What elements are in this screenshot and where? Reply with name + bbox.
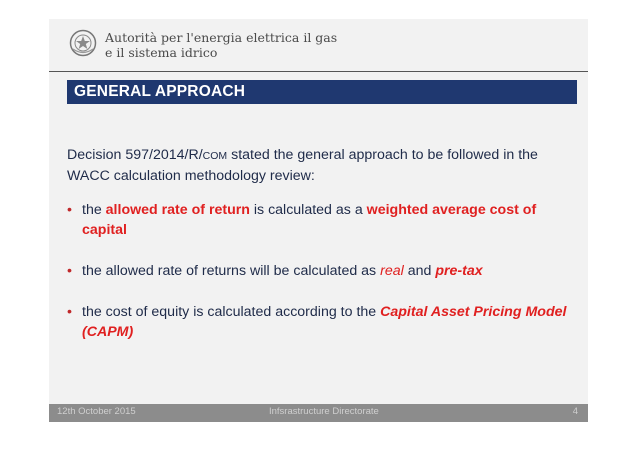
bullet-1-highlight-a: allowed rate of return — [105, 202, 250, 218]
bullet-icon: • — [67, 263, 72, 279]
logo-line-2: e il sistema idrico — [105, 45, 218, 60]
footer-bar — [49, 404, 588, 422]
footer-directorate: Infsrastructure Directorate — [269, 406, 379, 417]
bullet-1-highlight-b: weighted average cost of capital — [82, 202, 537, 238]
page-number: 4 — [572, 406, 578, 417]
bullet-item-capm — [67, 302, 577, 342]
slide-title: GENERAL APPROACH — [74, 83, 246, 100]
slide-body — [67, 145, 577, 363]
bullet-3-text-a: the cost of equity is calculated according to the — [82, 304, 381, 320]
slide — [49, 19, 588, 422]
bullet-2-highlight-a: real — [380, 263, 404, 279]
header-divider — [49, 71, 588, 72]
bullet-icon: • — [67, 202, 72, 218]
bullet-2-text-b: and — [403, 263, 436, 279]
bullet-item-real-pretax — [67, 261, 577, 281]
intro-paragraph — [67, 145, 577, 186]
intro-text-b: stated the general approach to be followed in the WACC calculation methodology review: — [67, 147, 538, 184]
bullet-1-text-b: is calculated as a — [249, 202, 367, 218]
bullet-icon: • — [67, 304, 72, 320]
intro-com: COM — [202, 150, 228, 162]
bullet-1-text-a: the — [82, 202, 106, 218]
bullet-3-highlight-a: Capital Asset Pricing Model (CAPM) — [82, 304, 567, 340]
bullet-item-wacc — [67, 200, 577, 240]
bullet-2-highlight-b: pre-tax — [435, 263, 483, 279]
bullet-list — [67, 200, 577, 342]
logo-line-1: Autorità per l'energia elettrica il gas — [105, 30, 338, 45]
authority-logo-text — [105, 30, 337, 60]
bullet-2-text-a: the allowed rate of returns will be calculated as — [82, 263, 381, 279]
italian-republic-emblem-icon — [69, 29, 97, 57]
intro-text-a: Decision 597/2014/R/ — [67, 147, 203, 163]
footer-date: 12th October 2015 — [57, 406, 136, 417]
title-bar — [67, 80, 577, 104]
